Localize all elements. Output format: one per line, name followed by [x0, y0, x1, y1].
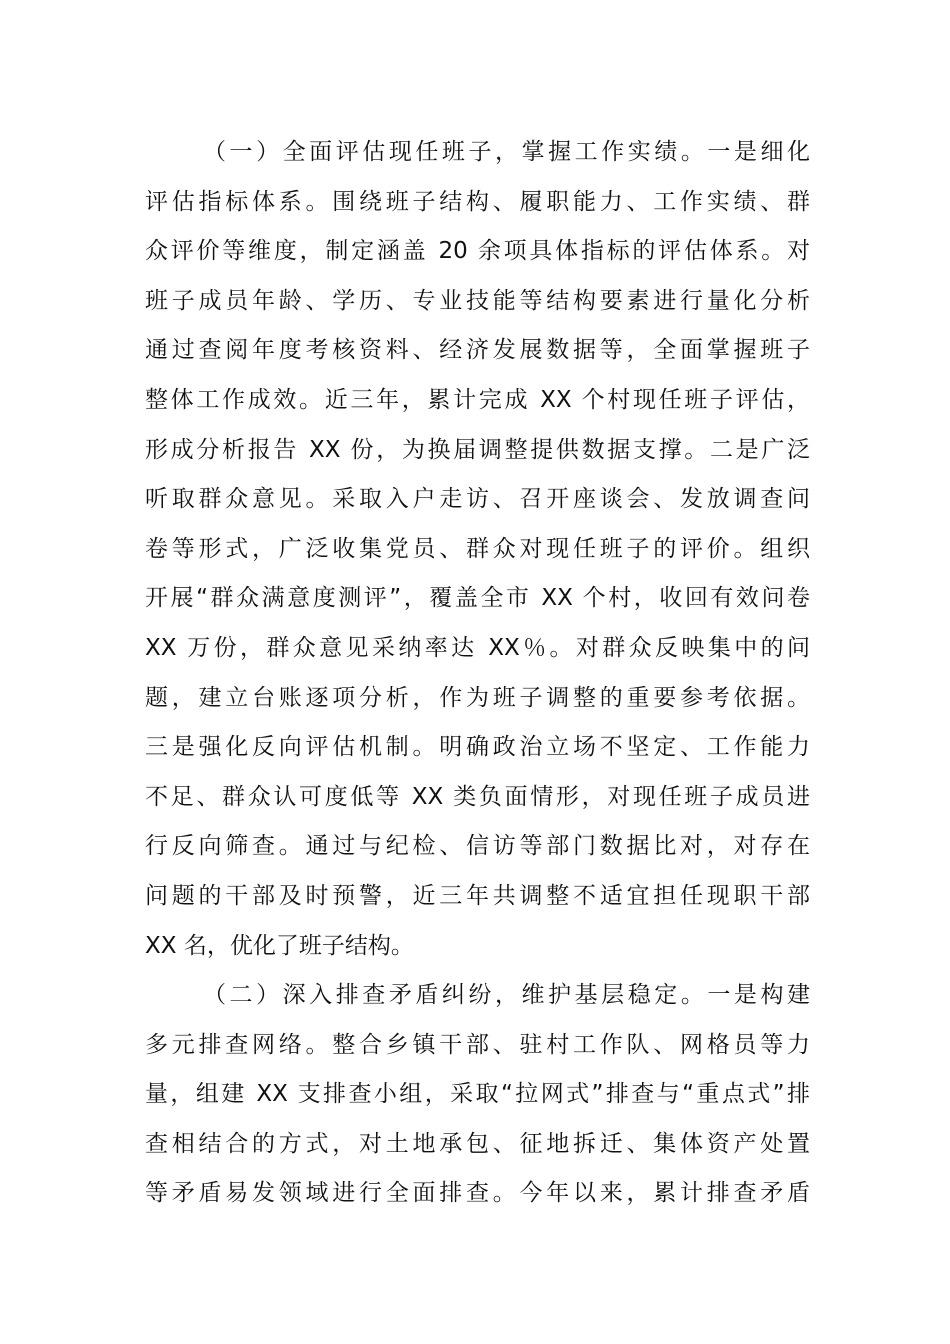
paragraph-1-line-3: 众评价等维度，制定涵盖 20 余项具体指标的评估体系。对: [145, 238, 810, 265]
paragraph-1-line-9: 卷等形式，广泛收集党员、群众对现任班子的评价。组织: [145, 535, 810, 562]
paragraph-1-line-11: XX 万份，群众意见采纳率达 XX％。对群众反映集中的问: [145, 634, 810, 661]
paragraph-1-line-2: 评估指标体系。围绕班子结构、履职能力、工作实绩、群: [145, 188, 810, 215]
paragraph-2-line-3: 量，组建 XX 支排查小组，采取“拉网式”排查与“重点式”排: [145, 1081, 810, 1108]
paragraph-2-line-4: 查相结合的方式，对土地承包、征地拆迁、集体资产处置: [145, 1130, 810, 1157]
paragraph-1-line-5: 通过查阅年度考核资料、经济发展数据等，全面掌握班子: [145, 337, 810, 364]
paragraph-1-line-6: 整体工作成效。近三年，累计完成 XX 个村现任班子评估，: [145, 386, 810, 413]
paragraph-2-line-5: 等矛盾易发领域进行全面排查。今年以来，累计排查矛盾: [145, 1180, 810, 1207]
paragraph-1-line-4: 班子成员年龄、学历、专业技能等结构要素进行量化分析: [145, 287, 810, 314]
paragraph-1-line-8: 听取群众意见。采取入户走访、召开座谈会、发放调查问: [145, 486, 810, 513]
paragraph-1-line-7: 形成分析报告 XX 份，为换届调整提供数据支撑。二是广泛: [145, 436, 810, 463]
paragraph-1-line-14: 不足、群众认可度低等 XX 类负面情形，对现任班子成员进: [145, 783, 810, 810]
paragraph-2-line-1: （二）深入排查矛盾纠纷，维护基层稳定。一是构建: [203, 982, 810, 1009]
paragraph-1-line-1: （一）全面评估现任班子，掌握工作实绩。一是细化: [203, 139, 810, 165]
paragraph-1-line-10: 开展“群众满意度测评”，覆盖全市 XX 个村，收回有效问卷: [145, 585, 810, 612]
paragraph-1-line-17: XX 名，优化了班子结构。: [145, 932, 414, 959]
paragraph-1-line-16: 问题的干部及时预警，近三年共调整不适宜担任现职干部: [145, 882, 810, 909]
paragraph-1-line-15: 行反向筛查。通过与纪检、信访等部门数据比对，对存在: [145, 833, 810, 860]
document-body: [145, 128, 810, 1219]
paragraph-1-line-12: 题，建立台账逐项分析，作为班子调整的重要参考依据。: [145, 684, 810, 711]
paragraph-2-line-2: 多元排查网络。整合乡镇干部、驻村工作队、网格员等力: [145, 1031, 810, 1058]
paragraph-1-line-13: 三是强化反向评估机制。明确政治立场不坚定、工作能力: [145, 734, 810, 761]
